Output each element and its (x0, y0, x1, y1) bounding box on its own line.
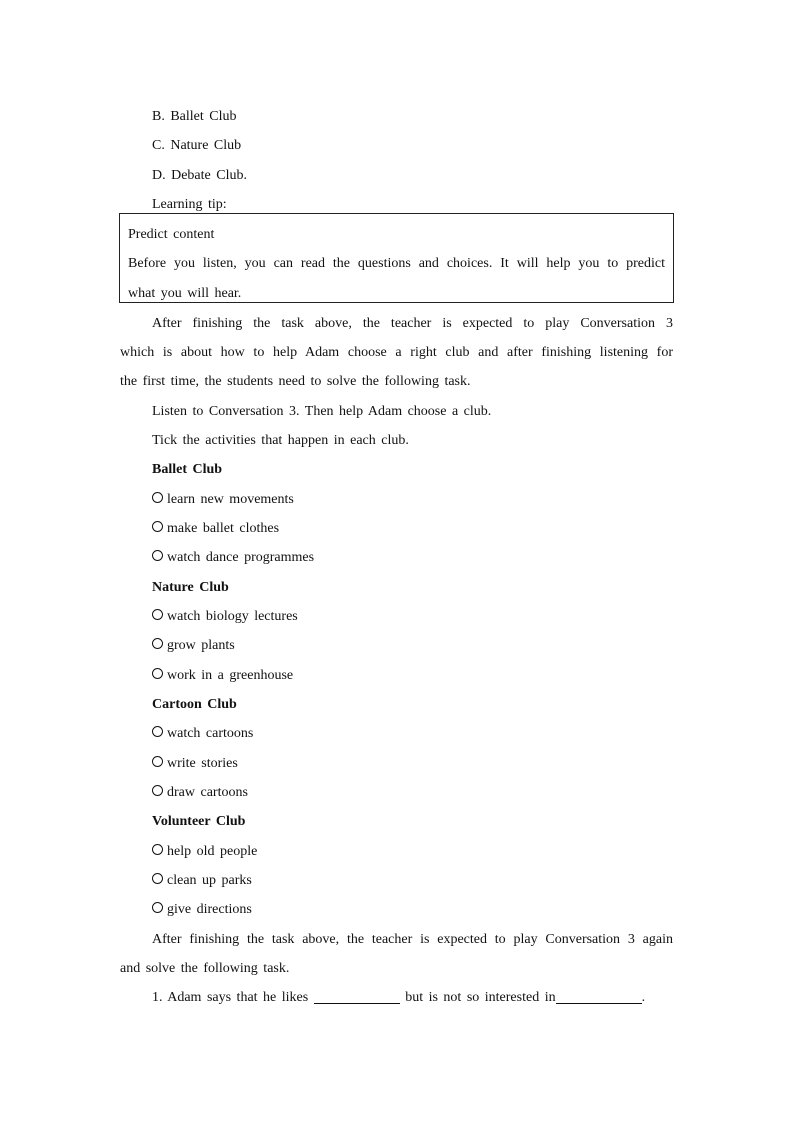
question-1 (152, 989, 645, 1007)
tip-box-title: Predict content (128, 227, 215, 242)
activity-label: learn new movements (167, 492, 294, 507)
activity-label: work in a greenhouse (167, 668, 294, 683)
activity-label: draw cartoons (167, 785, 248, 800)
activity-label: watch dance programmes (167, 550, 315, 565)
question-1-part-1: 1. Adam says that he likes (152, 990, 309, 1005)
question-1-part-2: but is not so interested in (405, 990, 556, 1005)
learning-tip-label: Learning tip: (152, 197, 227, 212)
checkbox-circle-icon[interactable] (152, 668, 163, 679)
tip-box-line-1: Before you listen, you can read the questions and choices. It will help you to predict (128, 256, 665, 271)
activity-item (152, 755, 238, 773)
activity-item (152, 872, 252, 890)
activity-item (152, 843, 257, 861)
activity-label: make ballet clothes (167, 521, 280, 536)
para1-line-3: the first time, the students need to solve the following task. (120, 374, 471, 389)
choice-d: D. Debate Club. (152, 168, 247, 183)
listen-instruction: Listen to Conversation 3. Then help Adam choose a club. (152, 404, 492, 419)
activity-label: give directions (167, 902, 252, 917)
checkbox-circle-icon[interactable] (152, 492, 163, 503)
tip-box-line-2: what you will hear. (128, 286, 242, 301)
activity-label: grow plants (167, 638, 235, 653)
club-heading-ballet: Ballet Club (152, 462, 223, 477)
checkbox-circle-icon[interactable] (152, 902, 163, 913)
para1-line-2: which is about how to help Adam choose a right club and after finishing listening for (120, 345, 673, 360)
checkbox-circle-icon[interactable] (152, 550, 163, 561)
question-1-part-3: . (641, 990, 646, 1005)
checkbox-circle-icon[interactable] (152, 521, 163, 532)
activity-item (152, 901, 252, 919)
club-heading-nature: Nature Club (152, 580, 229, 595)
activity-item (152, 608, 298, 626)
activity-item (152, 549, 314, 567)
activity-item (152, 667, 293, 685)
activity-label: watch cartoons (167, 726, 254, 741)
club-heading-volunteer: Volunteer Club (152, 814, 246, 829)
activity-item (152, 725, 253, 743)
activity-label: watch biology lectures (167, 609, 298, 624)
choice-c: C. Nature Club (152, 138, 242, 153)
para2-line-1: After finishing the task above, the teacher is expected to play Conversation 3 again (152, 932, 673, 947)
choice-b: B. Ballet Club (152, 109, 237, 124)
activity-item (152, 520, 279, 538)
answer-blank-2[interactable] (556, 989, 642, 1004)
activity-item (152, 637, 235, 655)
activity-item (152, 784, 248, 802)
activity-label: write stories (167, 756, 238, 771)
answer-blank-1[interactable] (314, 989, 400, 1004)
checkbox-circle-icon[interactable] (152, 726, 163, 737)
activity-item (152, 491, 294, 509)
checkbox-circle-icon[interactable] (152, 785, 163, 796)
activity-label: help old people (167, 844, 258, 859)
activity-label: clean up parks (167, 873, 252, 888)
para2-line-2: and solve the following task. (120, 961, 290, 976)
checkbox-circle-icon[interactable] (152, 609, 163, 620)
para1-line-1: After finishing the task above, the teacher is expected to play Conversation 3 (152, 316, 673, 331)
checkbox-circle-icon[interactable] (152, 756, 163, 767)
checkbox-circle-icon[interactable] (152, 844, 163, 855)
club-heading-cartoon: Cartoon Club (152, 697, 237, 712)
checkbox-circle-icon[interactable] (152, 638, 163, 649)
tick-instruction: Tick the activities that happen in each club. (152, 433, 409, 448)
checkbox-circle-icon[interactable] (152, 873, 163, 884)
